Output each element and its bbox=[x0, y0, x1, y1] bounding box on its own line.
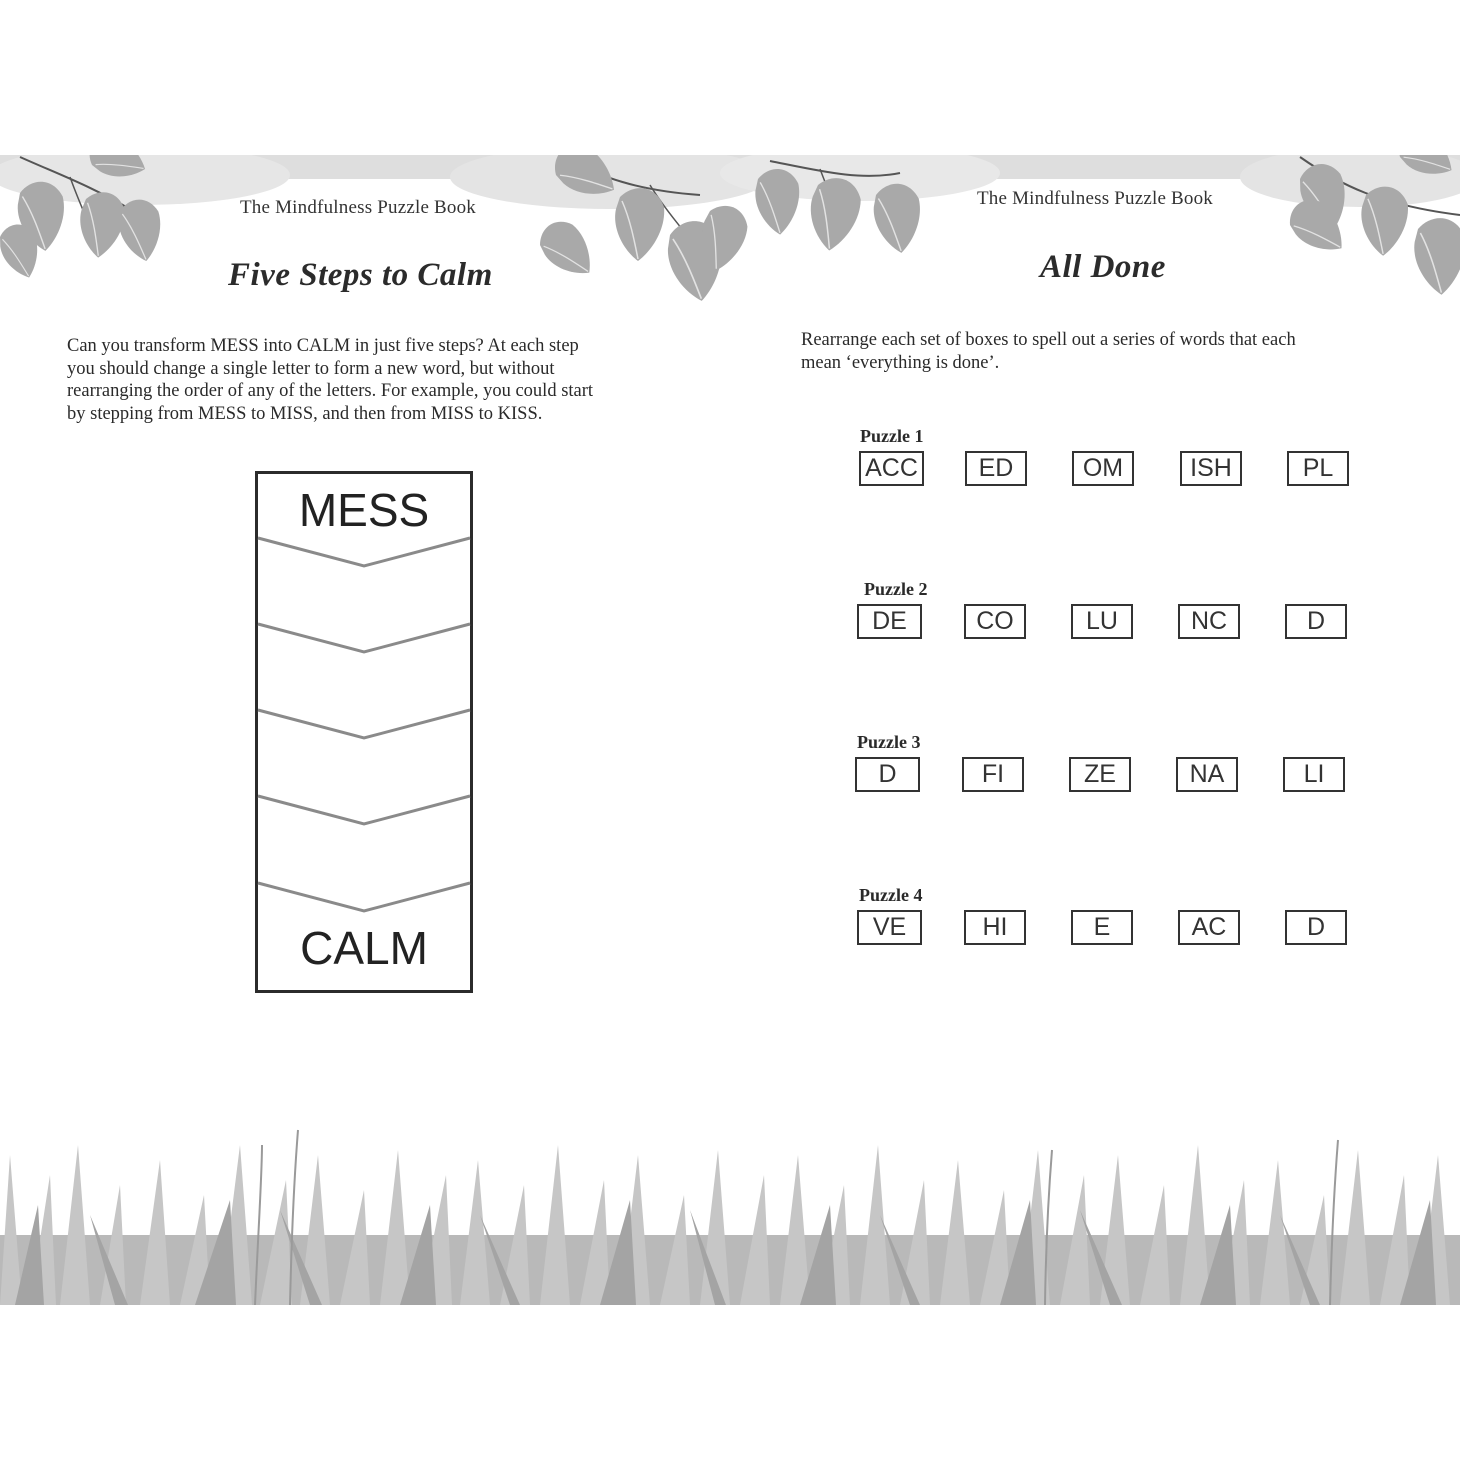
letter-tile[interactable]: ISH bbox=[1180, 451, 1242, 486]
letter-tile[interactable]: CO bbox=[964, 604, 1026, 639]
letter-tile[interactable]: NA bbox=[1176, 757, 1238, 792]
instruction-line: Rearrange each set of boxes to spell out a series of words that each bbox=[801, 330, 1296, 350]
letter-tile[interactable]: PL bbox=[1287, 451, 1349, 486]
instruction-line: by stepping from MESS to MISS, and then from MISS to KISS. bbox=[67, 403, 543, 424]
running-head: The Mindfulness Puzzle Book bbox=[240, 197, 477, 218]
letter-tile[interactable]: LI bbox=[1283, 757, 1345, 792]
instruction-line: Can you transform MESS into CALM in just five steps? At each step bbox=[67, 336, 579, 356]
ladder-end-word: CALM bbox=[300, 922, 428, 974]
letter-tile[interactable]: ZE bbox=[1069, 757, 1131, 792]
ladder-start-word: MESS bbox=[298, 484, 430, 536]
puzzle-label: Puzzle 3 bbox=[857, 732, 921, 752]
page-title: All Done bbox=[1040, 249, 1166, 285]
instruction-line: rearranging the order of any of the letters. For example, you could start bbox=[67, 381, 594, 401]
puzzle-label: Puzzle 2 bbox=[864, 579, 928, 599]
instructions bbox=[67, 335, 687, 425]
letter-tile[interactable]: D bbox=[1285, 910, 1347, 945]
letter-tile[interactable]: E bbox=[1071, 910, 1133, 945]
puzzle-label: Puzzle 1 bbox=[860, 426, 924, 446]
running-head: The Mindfulness Puzzle Book bbox=[977, 188, 1214, 209]
letter-tile[interactable]: D bbox=[1285, 604, 1347, 639]
letter-tile[interactable]: NC bbox=[1178, 604, 1240, 639]
letter-tile[interactable]: ACC bbox=[859, 451, 924, 486]
letter-tile[interactable]: HI bbox=[964, 910, 1026, 945]
letter-tile[interactable]: VE bbox=[857, 910, 922, 945]
letter-tile[interactable]: LU bbox=[1071, 604, 1133, 639]
page-title: Five Steps to Calm bbox=[228, 257, 493, 293]
decorative-illustration bbox=[0, 155, 1460, 1305]
letter-tile[interactable]: OM bbox=[1072, 451, 1134, 486]
instruction-line: you should change a single letter to form a new word, but without bbox=[67, 358, 555, 379]
word-ladder bbox=[255, 471, 473, 993]
letter-tile[interactable]: FI bbox=[962, 757, 1024, 792]
word-ladder-frame bbox=[255, 471, 473, 993]
puzzle-label: Puzzle 4 bbox=[859, 885, 923, 905]
letter-tile[interactable]: DE bbox=[857, 604, 922, 639]
instructions bbox=[801, 329, 1421, 374]
letter-tile[interactable]: AC bbox=[1178, 910, 1240, 945]
letter-tile[interactable]: ED bbox=[965, 451, 1027, 486]
grass-border bbox=[0, 1130, 1460, 1305]
instruction-line: mean ‘everything is done’. bbox=[801, 352, 1000, 373]
book-spread bbox=[0, 155, 1460, 1305]
letter-tile[interactable]: D bbox=[855, 757, 920, 792]
